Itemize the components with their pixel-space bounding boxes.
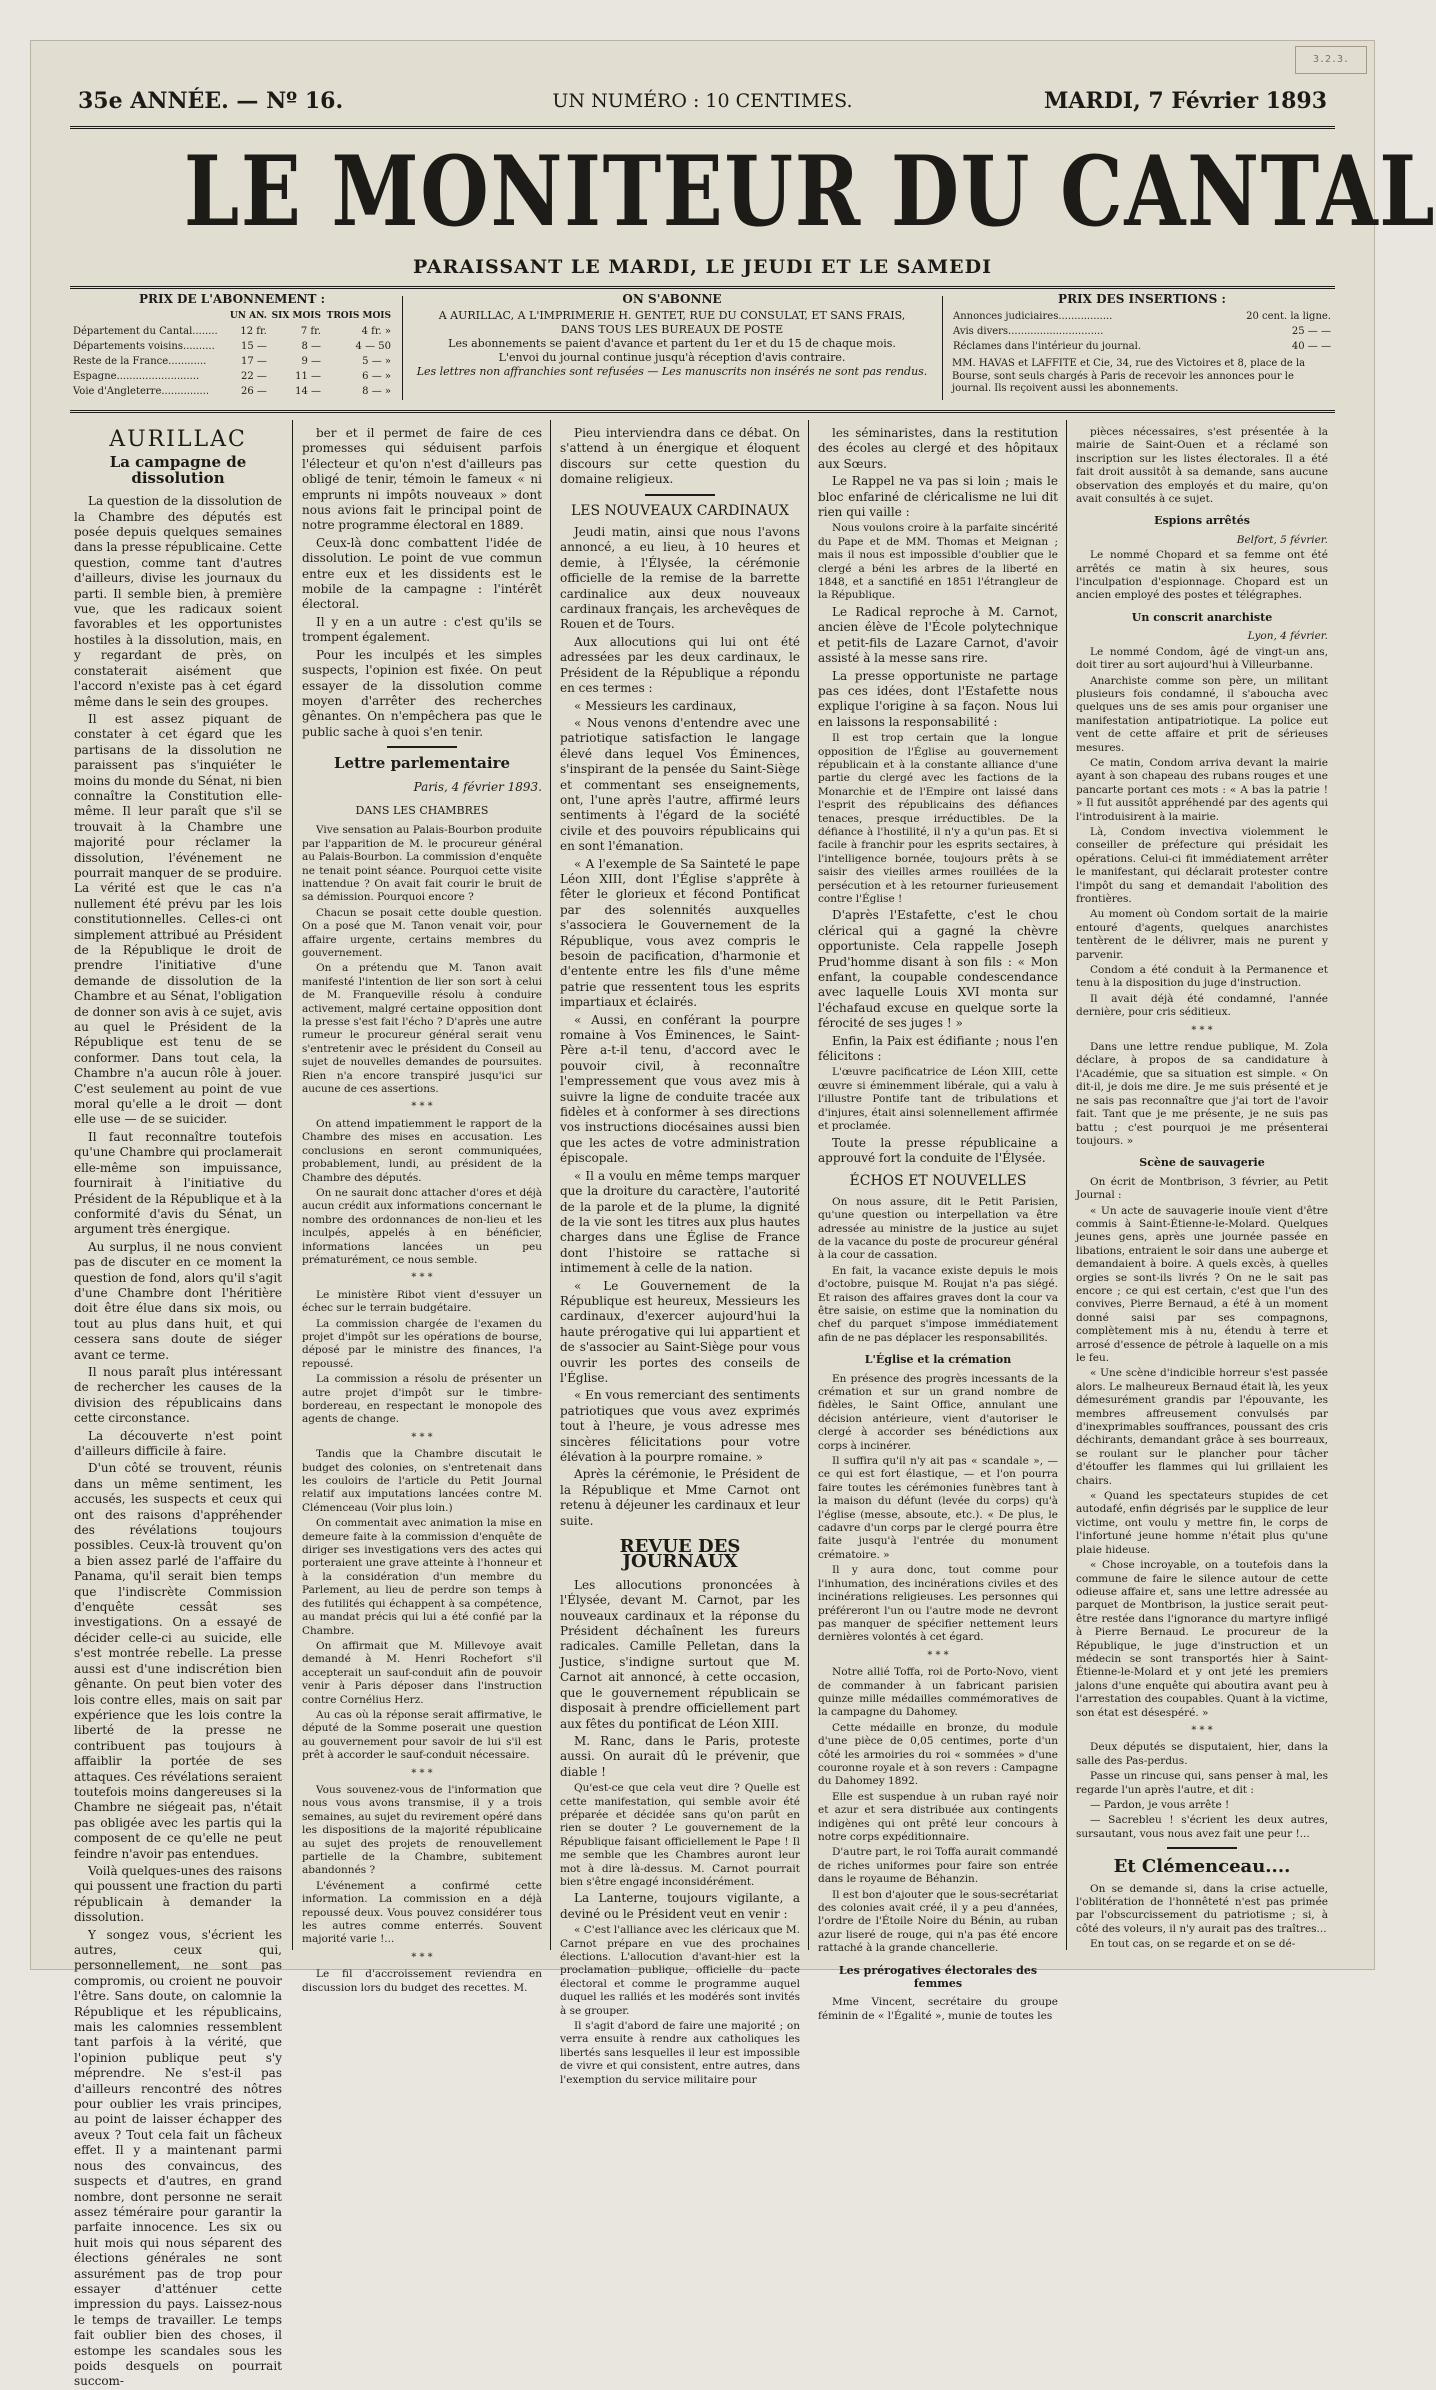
insertions-table [952,309,1332,354]
paragraph: Il suffira qu'il n'y ait pas « scandale », — ce qui est fort élastique, — et l'on pourra faire toutes les cérémonies funèbres tant à la maison du défunt (levée du corps) qu'à l'église (messe, absoute, etc.). « De plus, le cadavre d'un corps par le clergé pourra être faite jusqu'à l'entrée du monument crématoire. » [818,1455,1058,1561]
paragraph: Après la cérémonie, le Président de la République et Mme Carnot ont retenu à déjeuner les cardinaux et leur suite. [560,1467,800,1528]
col-header: SIX MOIS [271,311,321,321]
article-title: REVUE DES JOURNAUX [619,1536,741,1573]
table-row: Annonces judiciaires................. 20 cent. la ligne. [953,311,1331,322]
paragraph: Aux allocutions qui lui ont été adressées par les deux cardinaux, le Président de la République a répondu en ces termes : [560,634,800,696]
paragraph: Anarchiste comme son père, un militant plusieurs fois condamné, il s'aboucha avec quelques uns de ses amis pour organiser une manifestation antipatriotique. La police eut vent de cette affaire et prit de sérieuses mesures. [1076,674,1328,754]
paragraph: On attend impatiemment le rapport de la Chambre des mises en accusation. Les conclusions en seront communiquées, probablement, lundi, au président de la Chambre des députés. [302,1117,542,1184]
paragraph: La question de la dissolution de la Chambre des députés est posée depuis quelques semaines dans la presse républicaine. Cette question, comme tant d'autres d'ailleurs, divise les journaux du parti. Il semble bien, à première vue, que les radicaux soient favorables et les opportunistes hostiles à la dissolution, mais, en y regardant de près, on constaterait aisément que l'accord n'existe pas à cet égard même dans le sein des groupes. [74,494,282,709]
paragraph: « A l'exemple de Sa Sainteté le pape Léon XIII, dont l'Église s'apprête à fêter le glorieux et fécond Pontificat par des solennités auxquelles s'associera le Gouvernement de la République, vous avez compris le besoin de pacification, d'harmonie et d'entente entre les fils d'une même patrie que ressentent tous les esprits impartiaux et éclairés. [560,856,800,1010]
abonne-line: Les lettres non affranchies sont refusées — Les manuscrits non insérés ne sont pas rendus. [416,365,928,378]
dateline: Belfort, 5 février. [1236,533,1328,546]
paragraph: Condom a été conduit à la Permanence et tenu à la disposition du juge d'instruction. [1076,964,1328,990]
paragraph: On affirmait que M. Millevoye avait demandé à M. Henri Rochefort s'il accepterait un sauf-conduit afin de pouvoir venir à Paris déposer dans l'instruction contre Cornélius Herz. [302,1639,542,1706]
stars-separator-icon: * * * [411,1431,433,1443]
dateline: Lyon, 4 février. [1247,630,1328,643]
paragraph: Pour les inculpés et les simples suspects, l'opinion est fixée. On peut essayer de la dissolution comme moyen d'arrêter des recherches gênantes. On n'empêchera pas que le public sache à quoi s'en tenir. [302,647,542,739]
abonne-line: L'envoi du journal continue jusqu'à réception d'avis contraire. [498,351,846,364]
stars-separator-icon: * * * [411,1272,433,1284]
paragraph: Voilà quelques-unes des raisons qui poussent une fraction du parti républicain à demander la dissolution. [74,1863,282,1925]
paragraph: Dans une lettre rendue publique, M. Zola déclare, à propos de sa candidature à l'Académie, que sa situation est simple. « On dit-il, je dois me dire. Je me suis présenté et je ne sais pas reconnaître que j'ai tort de l'avoir fait. Tant que je me présente, je ne suis pas battu ; c'est pourquoi je me présenterai toujours. » [1076,1041,1328,1147]
paragraph: Au moment où Condom sortait de la mairie entouré d'agents, quelques anarchistes tentèrent de le délivrer, mais ne purent y parvenir. [1076,908,1328,961]
paragraph: Toute la presse républicaine a approuvé fort la conduite de l'Élysée. [818,1135,1058,1165]
paragraph: Notre allié Toffa, roi de Porto-Novo, vient de commander à un fabricant parisien quinze mille médailles commémoratives de la campagne du Dahomey. [818,1666,1058,1719]
paragraph: Y songez vous, s'écrient les autres, ceux qui, personnellement, ne sont pas compromis, ou croient ne pouvoir l'être. Sans doute, on calomnie la République et les républicains, mais les calomnies ressemblent tant parfois à la vérité, que l'opinion publique peut s'y méprendre. Ne s'est-il pas d'ailleurs rencontré des nôtres pour oublier les vrais principes, au point de laisser échapper des aveux ? Tout cela fait un fâcheux effet. Il y a maintenant parmi nous des convaincus, des suspects et d'autres, en grand nombre, dont personne ne serait assez téméraire pour garantir la parfaite innocence. Les six ou huit mois qui nous séparent des élections générales ne sont assurément pas de trop pour essayer d'atténuer cette impression du pays. Laissez-nous le temps de travailler. Le temps fait oublier bien des choses, il estompe les scandales sous les poids desquels on pourrait succom- [74,1927,282,2389]
column-1 [74,426,282,2389]
subheading: DANS LES CHAMBRES [355,803,489,817]
paragraph: Tandis que la Chambre discutait le budget des colonies, on s'entretenait dans les couloirs de l'article du Petit Journal relatif aux imputations lancées contre M. Clémenceau (Voir plus loin.) [302,1448,542,1514]
paragraph: L'œuvre pacificatrice de Léon XIII, cette œuvre si éminemment libérale, qui a valu à l'illustre Pontife tant de tribulations et d'injures, était ainsi solennellement affirmée et proclamée. [818,1066,1058,1133]
paragraph: Il nous paraît plus intéressant de rechercher les causes de la division des républicains dans cette circonstance. [74,1364,282,1426]
paragraph: pièces nécessaires, s'est présentée à la mairie de Saint-Ouen et a réclamé son inscription sur les listes électorales. Il a été fait droit aussitôt à sa demande, sans aucune observation des employés et du maire, qu'on avait consultés à ce sujet. [1076,426,1328,506]
paragraph: Vive sensation au Palais-Bourbon produite par l'apparition de M. le procureur général au Palais-Bourbon. La commission d'enquête ne tenait point séance. Pourquoi cette visite inattendue ? On avait fait courir le bruit de sa démission. Pourquoi encore ? [302,824,542,904]
paragraph: ber et il permet de faire de ces promesses qui séduisent parfois l'électeur et qu'on n'est d'ailleurs pas obligé de tenir, témoin le fameux « ni emprunts ni impôts nouveaux » dont nous avions fait le principal point de notre programme électoral en 1889. [302,426,542,533]
paragraph: Il s'agit d'abord de faire une majorité ; on verra ensuite à rendre aux catholiques les libertés sans lesquelles il leur est impossible de vivre et qui consistent, entre autres, dans l'exemption du service militaire pour [560,2020,800,2086]
table-row: Avis divers.............................. 25 — — [953,326,1331,337]
paragraph: Il est bon d'ajouter que le sous-secrétariat des colonies avait créé, il y a peu d'années, l'ordre de l'Étoile Noire du Bénin, au ruban azur liseré de rouge, qui n'a pas été encore rattaché à la grande chancellerie. [818,1888,1058,1955]
masthead-subtitle: PARAISSANT LE MARDI, LE JEUDI ET LE SAMEDI [412,256,993,278]
paragraph: En tout cas, on se regarde et on se dé- [1090,1938,1296,1951]
paragraph: La presse opportuniste ne partage pas ces idées, dont l'Estafette nous explique l'origine à sa façon. Nous lui en laissons la responsabilité : [818,668,1058,729]
subscription-table [72,309,392,399]
paragraph: « Messieurs les cardinaux, [574,698,737,713]
paragraph: On se demande si, dans la crise actuelle, l'oblitération de l'honnêteté n'est pas primée par l'obscurcissement du patriotisme ; si, à côté des voleurs, il n'y aurait pas des traîtres... [1076,1882,1328,1935]
column-divider [1066,420,1067,1950]
article-title: La campagne de dissolution [109,453,247,487]
separator-rule [645,494,715,496]
paragraph: Au cas où la réponse serait affirmative, le député de la Somme poserait une question au gouvernement pour savoir de lui s'il est prêt à accorder le sauf-conduit nécessaire. [302,1708,542,1762]
abonne-line: DANS TOUS LES BUREAUX DE POSTE [560,323,784,336]
paragraph: D'autre part, le roi Toffa aurait commandé de riches uniformes pour faire son entrée dans le royaume de Béhanzin. [818,1846,1058,1886]
column-4 [818,426,1058,2022]
paragraph: Il y en a un autre : c'est qu'ils se trompent également. [302,614,542,645]
paragraph: M. Ranc, dans le Paris, proteste aussi. On aurait dû le prévenir, que diable ! [560,1733,800,1779]
paragraph: Chacun se posait cette double question. On a posé que M. Tanon venait voir, pour affaire urgente, certains membres du gouvernement. [302,906,542,959]
paragraph: Qu'est-ce que cela veut dire ? Quelle est cette manifestation, qui semble avoir été préparée et décidée sans qu'on parût en rien se douter ? Le gouvernement de la République faisant officiellement le Pape ! Il me semble que les Chambres auront leur mot à dire là-dessus. M. Carnot pourrait bien s'être engagé inconsidérément. [560,1782,800,1888]
paragraph: On commentait avec animation la mise en demeure faite à la commission d'enquête de diriger ses investigations vers des actes qui porteraient une grave atteinte à l'honneur et à la considération d'un membre du Parlement, au lieu de perdre son temps à des futilités qui échappent à sa compétence, au mandat précis qui lui a été confié par la Chambre. [302,1517,542,1637]
paragraph: « Aussi, en conférant la pourpre romaine à Vos Éminences, le Saint-Père a-t-il tenu, d'accord avec le pouvoir civil, à reconnaître l'empressement que vous avez mis à suivre la ligne de conduite tracée aux fidèles et à conformer à ses directions vos instructions diocésaines aussi bien que les actes de votre administration épiscopale. [560,1012,800,1166]
paragraph: — Pardon, je vous arrête ! [1090,1799,1230,1811]
info-divider [402,296,403,400]
separator-rule [1167,1847,1237,1849]
issue-price: UN NUMÉRO : 10 CENTIMES. [552,90,853,112]
table-row: Reste de la France............ 17 — 9 — 5 — » [73,356,391,367]
stars-separator-icon: * * * [411,1951,433,1963]
paragraph: Passe un rincuse qui, sans penser à mal, les regarde l'un après l'autre, et dit : [1076,1770,1328,1796]
archive-stamp: 3.2.3. [1295,46,1367,74]
folio-rule [70,126,1335,129]
paragraph: « Une scène d'indicible horreur s'est passée alors. Le malheureux Bernaud était là, les yeux démesurément grandis par l'épouvante, les membres affreusement convulsés par d'inexprimables souffrances, poussant des cris déchirants, demandant grâce à ses bourreaux, se roulant sur le plancher pour tâcher d'étouffer les flammes qui lui grillaient les chairs. [1076,1367,1328,1487]
paragraph: Le nommé Condom, âgé de vingt-un ans, doit tirer au sort aujourd'hui à Villeurbanne. [1076,645,1328,672]
stars-separator-icon: * * * [1191,1724,1213,1736]
subscription-box [72,292,392,404]
paragraph: Il est trop certain que la longue opposition de l'Église au gouvernement républicain et à la constante alliance d'une partie du clergé avec les factions de la Monarchie et de l'Empire ont laissé dans l'esprit des républicains des défiances tenaces, presque irréductibles. De la défiance à l'hostilité, il n'y a qu'un pas. Et si facile à franchir pour les esprits sectaires, à l'intelligence bornée, toujours prêts à se saisir des vieilles armes rouillées de la persécution et à les retourner furieusement contre l'Église ! [818,732,1058,905]
insertions-box [952,292,1332,404]
paragraph: Les allocutions prononcées à l'Élysée, devant M. Carnot, par les nouveaux cardinaux et la réponse du Président déchaînent les fureurs radicales. Camille Pelletan, dans la Justice, s'indigne surtout que M. Carnot ait annoncé, à cette occasion, que le gouvernement républicain se disposait à prendre officiellement part aux fêtes du pontificat de Léon XIII. [560,1577,800,1731]
subheading: Scène de sauvagerie [1139,1156,1265,1170]
info-divider [942,296,943,400]
year-number: 35e ANNÉE. — Nº 16. [78,88,344,114]
column-2 [302,426,542,1994]
subheading: L'Église et la crémation [864,1353,1012,1367]
column-divider [292,420,293,1950]
paragraph: L'événement a confirmé cette information. La commission en a déjà repoussé deux. Vous pouvez considérer tous les autres comme enterrés. Souvent majorité varie !... [302,1879,542,1946]
separator-rule [387,746,457,748]
paragraph: Le ministère Ribot vient d'essuyer un échec sur le terrain budgétaire. [302,1288,542,1315]
column-divider [550,420,551,1950]
section-heading-aurillac: AURILLAC [109,427,247,452]
paragraph: Il faut reconnaître toutefois qu'une Chambre qui proclamerait elle-même son impuissance, fournirait à l'initiative du Président de la République et à la conformité d'avis du Sénat, un argument très énergique. [74,1129,282,1237]
dateline: Paris, 4 février 1893. [413,779,542,794]
paragraph: On a prétendu que M. Tanon avait manifesté l'intention de lier son sort à celui de M. Franqueville résolu à conduire activement, malgré certaine opposition dont la presse s'est fait l'écho ? D'après une autre rumeur le procureur général serait venu s'entretenir avec le président du Conseil au sujet de nouvelles demandes de poursuites. Rien n'a encore transpiré jusqu'ici sur aucune de ces assertions. [302,962,542,1096]
paragraph: La découverte n'est point d'ailleurs difficile à faire. [74,1428,282,1458]
paragraph: les séminaristes, dans la restitution des écoles au clergé et des hôpitaux aux Sœurs. [818,426,1058,471]
paragraph: Il y aura donc, tout comme pour l'inhumation, des incinérations civiles et des incinérations religieuses. Les personnes qui préféreront l'un ou l'autre mode ne devront pas manquer de spécifier nettement leurs dernières volontés à cet égard. [818,1564,1058,1644]
paragraph: Enfin, la Paix est édifiante ; nous l'en félicitons : [818,1033,1058,1064]
stars-separator-icon: * * * [927,1649,949,1661]
table-row: Département du Cantal........ 12 fr. 7 fr. 4 fr. » [73,326,391,337]
column-divider [808,420,809,1950]
table-row: Départements voisins.......... 15 — 8 — 4 — 50 [73,341,391,352]
col-header: UN AN. [229,311,267,321]
paragraph: « Chose incroyable, on a toutefois dans la commune de faire le silence autour de cette odieuse affaire et, sans une lettre adressée au parquet de Montbrison, la justice serait peut-être restée dans l'ignorance du martyre infligé à Pierre Bernaud. Le procureur de la République, le juge d'instruction et un médecin se sont transportés hier à Saint-Étienne-le-Molard et y ont jeté les premiers jalons d'une enquête qui aboutira avant peu à l'arrestation des coupables. Quant à la victime, son état est désespéré. » [1076,1559,1328,1719]
column-3 [560,426,800,2086]
newspaper-page [30,40,1436,2389]
paragraph: Il avait déjà été condamné, l'année dernière, pour cris séditieux. [1076,992,1328,1019]
paragraph: Au surplus, il ne nous convient pas de discuter en ce moment la question de fond, alors qu'il s'agit d'une Chambre dont l'héritière doit être élue dans six mois, ou tout au plus dans huit, et qui cessera sans doute de siéger avant ce terme. [74,1239,282,1362]
table-row: Réclames dans l'intérieur du journal. 40 — — [953,341,1331,352]
paragraph: Là, Condom invectiva violemment le conseiller de préfecture qui présidait les opérations. Celui-ci fit immédiatement arrêter le manifestant, qui déclarait protester contre l'impôt du sang et demandait l'abolition des frontières. [1076,825,1328,905]
paragraph: La Lanterne, toujours vigilante, a deviné ou le Président veut en venir : [560,1891,800,1921]
paragraph: Jeudi matin, ainsi que nous l'avons annoncé, a eu lieu, à 10 heures et demie, à l'Élysée, la cérémonie officielle de la remise de la barrette cardinalice aux deux nouveaux cardinaux français, les archevêques de Rouen et de Tours. [560,525,800,632]
table-row: Espagne.......................... 22 — 11 — 6 — » [73,371,391,382]
subheading: Un conscrit anarchiste [1131,610,1273,624]
paragraph: Cette médaille en bronze, du module d'une pièce de 0,05 centimes, porte d'un côté les armoiries du roi « sommées » d'une couronne royale et à son revers : Campagne du Dahomey 1892. [818,1721,1058,1788]
subheading: Espions arrêtés [1154,514,1250,528]
paragraph: Le Rappel ne va pas si loin ; mais le bloc enfariné de cléricalisme ne lui dit rien qui vaille : [818,474,1058,520]
col-header: TROIS MOIS [326,311,391,321]
paragraph: Ce matin, Condom arriva devant la mairie ayant à son chapeau des rubans rouges et une pancarte portant ces mots : « A bas la patrie ! » Il fut aussitôt appréhendé par des agents qui l'introduisirent à la mairie. [1076,756,1328,823]
paragraph: D'après l'Estafette, c'est le chou clérical qui a gagné la chèvre opportuniste. Cela rappelle Joseph Prud'homme disant à son fils : « Mon enfant, la coupable condescendance avec laquelle Louis XVI monta sur l'échafaud excuse en quelque sorte la férocité de ses juges ! » [818,908,1058,1031]
column-5 [1076,426,1328,1951]
paragraph: On nous assure, dit le Petit Parisien, qu'une question ou interpellation va être adressée au ministre de la justice au sujet de la vacance du poste de procureur général à la cour de cassation. [818,1195,1058,1262]
insertions-heading: PRIX DES INSERTIONS : [1058,292,1226,306]
paragraph: D'un côté se trouvent, réunis dans un même sentiment, les accusés, les suspects et ceux qui ont des raisons d'appréhender des révélations toujours possibles. Ceux-là trouvent qu'on a bien assez parlé de l'affaire du Panama, qu'il serait bien temps que l'indiscrète Commission d'enquête cessât ses investigations. On a essayé de décider celle-ci au suicide, elle s'est montrée rebelle. La presse aussi est d'une indiscrétion bien gênante. On peut bien voter des lois contre elles, mais on sait par expérience que les lois contre la liberté de la presse ne contribuent pas toujours à affaiblir la portée de ses attaques. Ces révélations seraient toutefois moins dangereuses si la Chambre ne siégeait pas, n'était pas obligée avec les partis qui la composent de ce qu'elle ne peut feindre n'avoir pas entendues. [74,1461,282,1861]
table-row: Voie d'Angleterre............... 26 — 14 — 8 — » [73,386,391,397]
article-title: Lettre parlementaire [333,754,511,773]
paragraph: « C'est l'alliance avec les cléricaux que M. Carnot prépare en vue des prochaines élections. L'allocution d'avant-hier est la proclamation publique, officielle du pacte électoral et comme le programme auquel duquel les ralliés et les modérés sont invités à se grouper. [560,1924,800,2017]
paragraph: Il est assez piquant de constater à cet égard que les partisans de la dissolution ne paraissent pas s'inquiéter le moins du monde du Sénat, ni bien connaître la Constitution elle-même. Il leur paraît que s'il se trouvait à la Chambre une majorité pour réclamer la dissolution, l'événement ne pourrait manquer de se produire. La vérité est que le cas n'a nullement été prévu par les lois constitutionnelles. Celles-ci ont simplement attribué au Président de la République le droit de prendre l'initiative d'une demande de dissolution de la Chambre et au Sénat, l'obligation de donner son avis à ce sujet, avis au quel le Président de la République est tenu de se conformer. Dans tout cela, la Chambre n'a aucun rôle à jouer. C'est seulement au point de vue moral qu'elle a le droit — dont elle use — de se suicider. [74,711,282,1127]
paragraph: Pieu interviendra dans ce débat. On s'attend à un énergique et éloquent discours sur cette question du domaine religieux. [560,426,800,487]
article-title: Et Clémenceau.... [1113,1856,1291,1878]
paragraph: Ceux-là donc combattent l'idée de dissolution. Le point de vue commun entre eux et les dissidents est le mobile de la campagne : l'intérêt électoral. [302,535,542,612]
stars-separator-icon: * * * [411,1101,433,1113]
paragraph: Le fil d'accroissement reviendra en discussion lors du budget des recettes. M. [302,1968,542,1994]
folio-line [78,88,1327,122]
paragraph: « Quand les spectateurs stupides de cet autodafé, enfin dégrisés par le supplice de leur victime, ont voulu y mettre fin, le corps de l'infortuné jeune homme n'était plus qu'une plaie hideuse. [1076,1490,1328,1556]
paragraph: Vous souvenez-vous de l'information que nous vous avons transmise, il y a trois semaines, au sujet du revirement opéré dans les dispositions de la majorité républicaine au sujet des projets de renouvellement partielle de la Chambre, subitement abandonnés ? [302,1783,542,1877]
paragraph: « En vous remerciant des sentiments patriotiques que vous avez exprimés tout à l'heure, je vous adresse mes sincères félicitations pour votre élévation à la pourpre romaine. » [560,1388,800,1464]
paragraph: « Le Gouvernement de la République est heureux, Messieurs les cardinaux, d'exercer aujourd'hui la haute prérogative qui lui appartient et de s'associer au Saint-Siège pour vous ouvrir les portes des conseils de l'Église. [560,1278,800,1385]
article-title: ÉCHOS ET NOUVELLES [849,1173,1027,1190]
paragraph: Le nommé Chopard et sa femme ont été arrêtés ce matin à six heures, sous l'inculpation d'espionnage. Chopard est un ancien employé des postes et télégraphes. [1076,549,1328,602]
paragraph: Deux députés se disputaient, hier, dans la salle des Pas-perdus. [1076,1741,1328,1767]
subheading: Les prérogatives électorales des femmes [838,1963,1038,1991]
abonne-line: A AURILLAC, A L'IMPRIMERIE H. GENTET, RUE DU CONSULAT, ET SANS FRAIS, [438,309,906,322]
abonne-heading: ON S'ABONNE [622,292,722,306]
paragraph: On ne saurait donc attacher d'ores et déjà aucun crédit aux informations concernant le nombre des ordonnances de non-lieu et les inculpés, appelés à en bénéficier, informations lancées un peu prématurément, ce nous semble. [302,1186,542,1266]
paragraph: « Un acte de sauvagerie inouïe vient d'être commis à Saint-Étienne-le-Molard. Quelques jeunes gens, après une journée passée en libations, entraient le soir dans une auberge et demandaient à boire. A quels excès, à quelles orgies se sont-ils livrés ? On ne le sait pas encore ; ce qui est certain, c'est que l'un des convives, Pierre Bernaud, a été à un moment donné saisi par ses compagnons, complètement mis à nu, étendu à terre et arrosé d'essence de pétrole à laquelle on a mis le feu. [1076,1204,1328,1364]
paragraph: En fait, la vacance existe depuis le mois d'octobre, puisque M. Roujat n'a pas siégé. Et raison des affaires graves dont la cour va être saisie, on estime que la nomination du chef du parquet s'impose immédiatement afin de ne pas déplacer les responsabilités. [818,1264,1058,1344]
masthead-rule [70,286,1335,289]
paragraph: Nous voulons croire à la parfaite sincérité du Pape et de MM. Thomas et Meignan ; mais il nous est impossible d'oublier que le clergé a béni les arbres de la liberté en 1848, et a sanctifié en 1851 l'étrangleur de la République. [818,522,1058,602]
paragraph: La commission a résolu de présenter un autre projet d'impôt sur le timbre-bordereau, en respectant le monopole des agents de change. [302,1373,542,1426]
agency-note: MM. HAVAS et LAFFITE et Cie, 34, rue des Victoires et 8, place de la Bourse, sont seuls chargés à Paris de recevoir les annonces pour le journal. Ils reçoivent aussi les abonnements. [952,358,1306,395]
paragraph: — Sacrebleu ! s'écrient les deux autres, sursautant, vous nous avez fait une peur !... [1076,1814,1328,1840]
issue-date: MARDI, 7 Février 1893 [1044,88,1327,114]
paragraph: Le Radical reproche à M. Carnot, ancien élève de l'École polytechnique et petit-fils de Lazare Carnot, d'avoir assisté à la messe sans rire. [818,604,1058,666]
paragraph: La commission chargée de l'examen du projet d'impôt sur les opérations de bourse, déposé par le ministre des finances, l'a repoussé. [302,1317,542,1370]
abonne-line: Les abonnements se paient d'avance et partent du 1er et du 15 de chaque mois. [448,337,896,350]
stars-separator-icon: * * * [1191,1024,1213,1036]
stars-separator-icon: * * * [411,1767,433,1779]
columns-rule [70,410,1335,413]
paragraph: On écrit de Montbrison, 3 février, au Petit Journal : [1076,1175,1328,1202]
paragraph: Elle est suspendue à un ruban rayé noir et azur et sera distribuée aux contingents indigènes qui ont prêté leur concours à notre corps expéditionnaire. [818,1790,1058,1843]
abonne-box [412,292,932,404]
paragraph: « Il a voulu en même temps marquer que la droiture du caractère, l'autorité de la parole et de la plume, la dignité de la vie sont les titres aux plus hautes charges dans une Église de France dont l'histoire se rattache si intimement à celle de la nation. [560,1168,800,1276]
paragraph: « Nous venons d'entendre avec une patriotique satisfaction le langage élevé dans lequel Vos Éminences, s'inspirant de la pensée du Saint-Siège et commentant ses enseignements, ont, l'une après l'autre, affirmé leurs sentiments à l'égard de la société civile et des pouvoirs républicains qui en sont l'émanation. [560,715,800,854]
masthead-title: LE MONITEUR DU CANTAL [183,135,1436,248]
paragraph: Mme Vincent, secrétaire du groupe féminin de « l'Égalité », munie de toutes les [818,1996,1058,2022]
paragraph: En présence des progrès incessants de la crémation et sur un grand nombre de fidèles, le Saint Office, annulant une décision antérieure, vient d'autoriser le clergé à accorder ses bénédictions aux corps à incinérer. [818,1372,1058,1452]
article-title: LES NOUVEAUX CARDINAUX [571,502,789,519]
subscription-heading: PRIX DE L'ABONNEMENT : [138,292,326,306]
